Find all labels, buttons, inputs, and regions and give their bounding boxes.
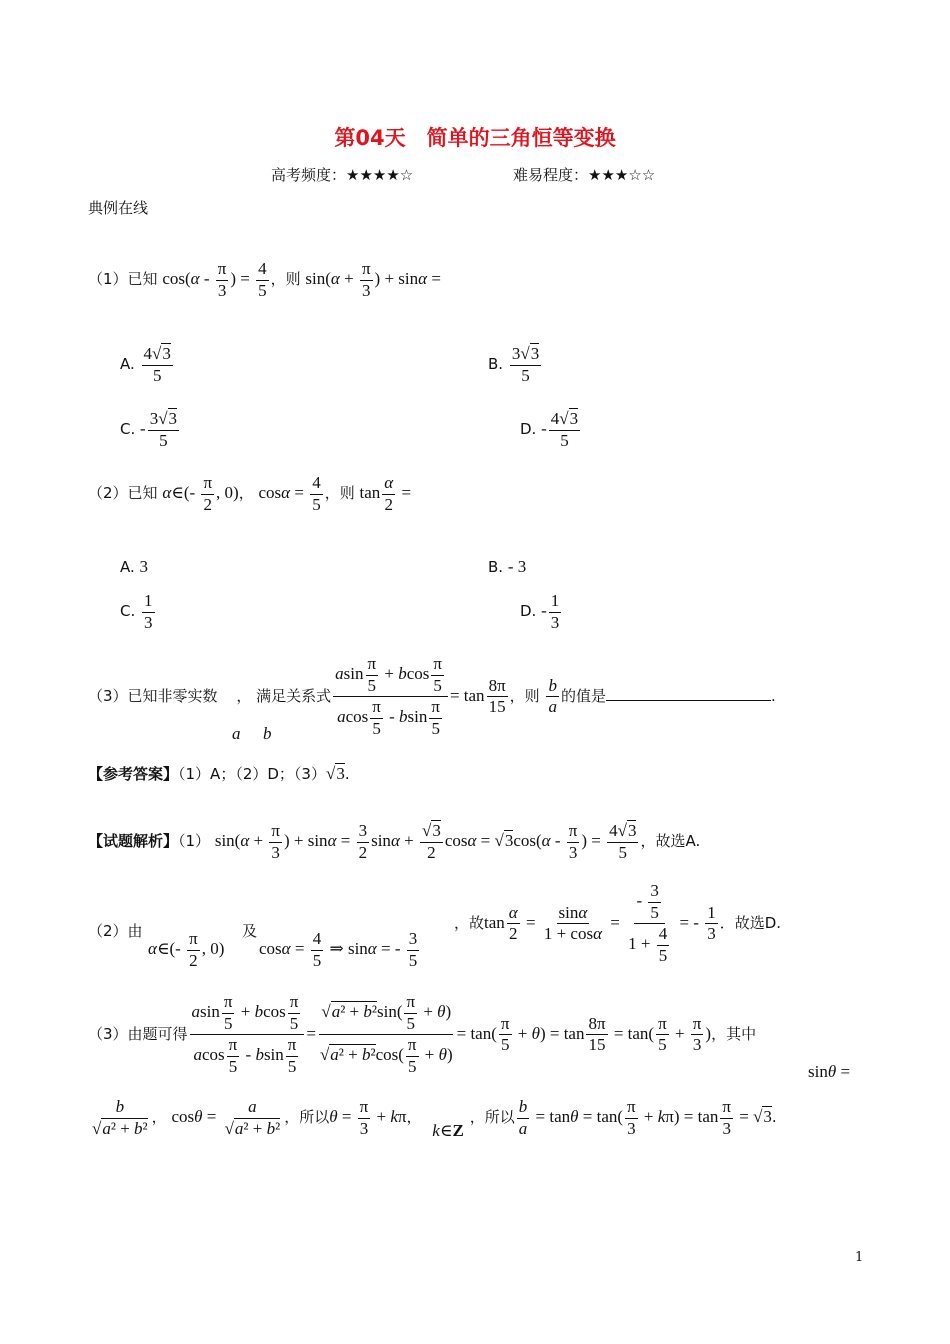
frequency-stars: ★★★★☆ xyxy=(346,166,414,184)
answer-text: （1）A；（2）D；（3） xyxy=(178,765,326,783)
q2-option-d: D. - $\frac{1}{3}$ xyxy=(520,591,560,632)
q2-interval: α∈(- $\frac{\pi}{2}$ , 0) xyxy=(162,473,239,514)
q3-var-a: a xyxy=(232,724,241,743)
frequency-rating xyxy=(271,164,413,185)
difficulty-label: 难易程度： xyxy=(513,166,589,184)
q3-ratio: $\frac{b}{a}$ xyxy=(548,675,557,717)
q2-then: ，则 xyxy=(324,484,355,503)
q3-mid: 满足关系式 xyxy=(256,686,332,705)
q1-prefix: 已知 xyxy=(127,270,158,289)
q1-condition: cos(α - $\frac{\pi}{3}$ ) = $\frac{4}{5}$ xyxy=(162,259,267,300)
q3-number: （3） xyxy=(88,686,128,705)
q2-number: （2） xyxy=(88,484,128,503)
q3-then: ，则 xyxy=(509,686,540,705)
q3-prefix: 已知非零实数 xyxy=(127,686,218,705)
question-2: （2）已知 α∈(- $\frac{\pi}{2}$ , 0)， cosα = $\frac{4}{5}$ ，则 tan $\frac{\alpha}{2}$ = xyxy=(88,473,412,514)
q3-tail: 的值是 xyxy=(560,686,606,705)
q2-option-b: B. - 3 xyxy=(488,557,527,576)
q1-option-b: B. $\frac{3√3}{5}$ xyxy=(488,344,540,385)
q2-prefix: 已知 xyxy=(127,484,158,503)
solution-part-2-deduction: cosα = $\frac{4}{5}$ ⇒ sinα = - $\frac{3}{5}$ xyxy=(259,929,418,970)
reference-answer: 【参考答案】（1）A；（2）D；（3）√3. xyxy=(88,764,350,783)
q1-number: （1） xyxy=(88,270,128,289)
q2-option-a: A. 3 xyxy=(120,557,149,576)
solution-part-1: 【试题解析】（1） sin(α + $\frac{\pi}{3}$ ) + sinα = $\frac{3}{2}$ sinα + $\frac{√3}{2}$ cosα = √3cos(α - $\frac{\pi}{3}$ ) = $\frac{4√3}{5}$ ，故选A. xyxy=(88,821,701,862)
solution-part-3: （3）由题可得 asin $\frac{\pi}{5}$ + bcos $\frac{\pi}{5}$ acos $\frac{\pi}{5}$ - bsin $\frac{\pi}{5}$ = √a² + b²sin( $\frac{\pi}{5}$ + θ) √a² + b²cos( $\frac{\pi}{5}$ + θ) = tan( $\frac{\pi}{5}$ + θ) = tan $\frac{8\pi}{15}$ = tan( $\frac{\pi}{5}$ + $\frac{\pi}{3}$ )，其中 xyxy=(88,992,757,1077)
q1-option-c: C. - $\frac{3√3}{5}$ xyxy=(120,409,178,450)
solution-part-3-sin-theta: sinθ = xyxy=(808,1062,851,1081)
solution-part-3-continued: $\frac{b}{\text{√a² + b²}}$ ， cosθ = $\frac{a}{\text{√a² + b²}}$ ，所以θ = $\frac{\pi}{3}$ + kπ， k∈Z，所以 $\frac{b}{a}$ = tanθ = tan( $\frac{\pi}{3}$ + kπ) = tan $\frac{\pi}{3}$ = √3. xyxy=(92,1097,777,1141)
question-3: （3）已知非零实数 ， 满足关系式 asin $\frac{\pi}{5}$ + bcos $\frac{\pi}{5}$ acos $\frac{\pi}{5}$ - bsin $\frac{\pi}{5}$ = tan $\frac{8\pi}{15}$ ，则 $\frac{b}{a}$ 的值是 . xyxy=(88,654,776,739)
frequency-label: 高考频度： xyxy=(271,166,347,184)
q2-condition: cosα = $\frac{4}{5}$ xyxy=(258,473,321,514)
solution-part-2-interval: α∈(- $\frac{\pi}{2}$ , 0) xyxy=(148,929,225,970)
answer-blank xyxy=(606,686,771,701)
answer-label: 【参考答案】 xyxy=(88,765,179,783)
question-1 xyxy=(88,260,441,300)
page-number: 1 xyxy=(855,1250,864,1265)
q2-option-c: C. $\frac{1}{3}$ xyxy=(120,591,153,632)
q2-expression: tan $\frac{\alpha}{2}$ = xyxy=(359,473,412,514)
solution-part-2-and: 及 xyxy=(242,922,258,940)
solution-label: 【试题解析】 xyxy=(88,832,179,851)
q1-then: ，则 xyxy=(270,270,301,289)
difficulty-rating xyxy=(513,164,655,185)
solution-part-2-label: （2）由 xyxy=(88,922,143,940)
q3-relation: asin $\frac{\pi}{5}$ + bcos $\frac{\pi}{5}$ acos $\frac{\pi}{5}$ - bsin $\frac{\pi}{5}$ xyxy=(333,655,448,739)
q1-option-a: A. $\frac{4√3}{5}$ xyxy=(120,344,171,385)
section-heading: 典例在线 xyxy=(88,199,149,217)
q1-option-d: D. - $\frac{4√3}{5}$ xyxy=(520,409,579,450)
solution-part-2-result: ，故tan $\frac{\alpha}{2}$ = $\frac{\sin\alpha}{1 + \cos\alpha}$ = - $\frac{3}{5}$ 1 + $\frac{4}{5}$ = - $\frac{1}{3}$ ．故选D. xyxy=(454,881,782,966)
page-title: 第04天 简单的三角恒等变换 xyxy=(334,126,616,150)
q1-expression: sin(α + $\frac{\pi}{3}$ ) + sinα = xyxy=(305,259,441,300)
q3-var-b: b xyxy=(263,724,272,743)
difficulty-stars: ★★★☆☆ xyxy=(588,166,656,184)
